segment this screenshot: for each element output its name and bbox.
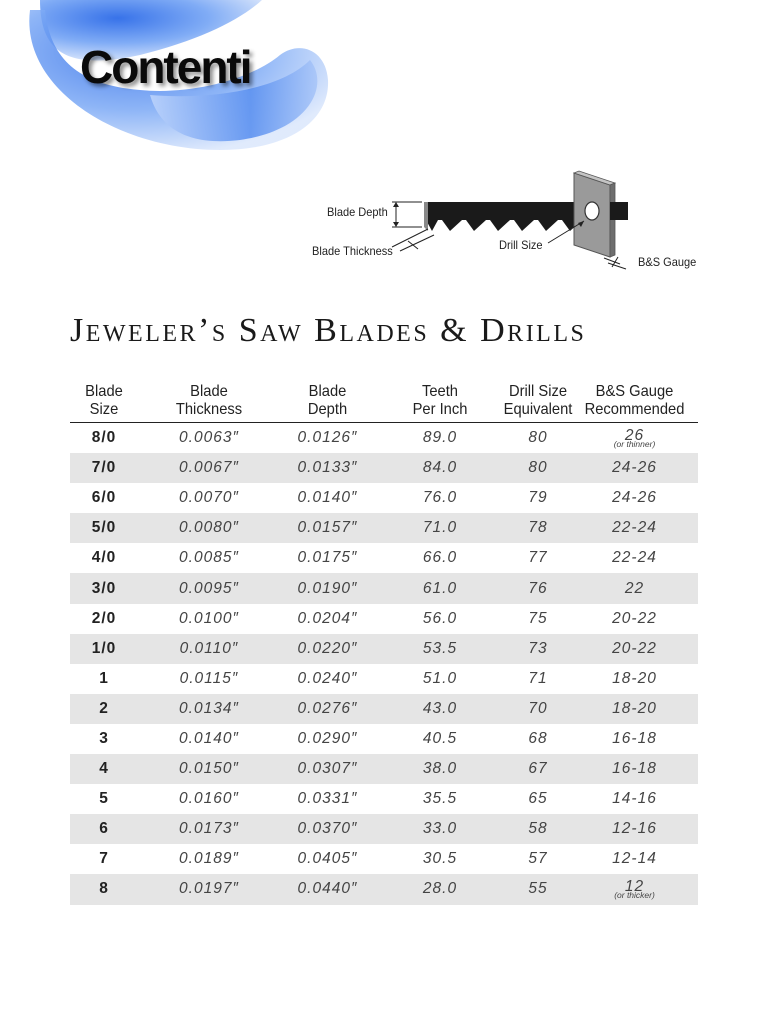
cell-gauge: 22-24 <box>612 519 657 537</box>
cell-teeth-per-inch: 61.0 <box>422 579 458 597</box>
cell-blade-size: 4 <box>99 760 109 778</box>
cell-blade-size: 8 <box>99 880 109 898</box>
cell-gauge: 22 <box>624 579 645 597</box>
cell-gauge: 14-16 <box>612 790 657 808</box>
table-row <box>70 573 698 603</box>
table-row <box>70 453 698 483</box>
cell-depth: 0.0140″ <box>297 489 358 507</box>
label-bs-gauge: B&S Gauge <box>638 255 697 269</box>
cell-teeth-per-inch: 30.5 <box>422 850 458 868</box>
cell-thickness: 0.0173″ <box>179 820 239 838</box>
cell-thickness: 0.0085″ <box>179 549 239 567</box>
cell-depth: 0.0276″ <box>297 699 358 717</box>
cell-thickness: 0.0160″ <box>179 790 239 808</box>
cell-gauge: 24-26 <box>612 489 657 507</box>
cell-teeth-per-inch: 33.0 <box>422 820 458 838</box>
table-row <box>70 543 698 573</box>
cell-drill-size: 80 <box>528 459 548 477</box>
cell-depth: 0.0204″ <box>297 609 358 627</box>
cell-gauge: 12-14 <box>612 850 657 868</box>
cell-depth: 0.0405″ <box>297 850 358 868</box>
header-drill-size: Drill Size Equivalent <box>503 383 573 418</box>
cell-gauge: 16-18 <box>612 760 657 778</box>
cell-teeth-per-inch: 84.0 <box>422 459 458 477</box>
cell-teeth-per-inch: 71.0 <box>422 519 458 537</box>
cell-depth: 0.0157″ <box>297 519 358 537</box>
header-bs-gauge: B&S Gauge Recommended <box>584 383 685 418</box>
table-header <box>70 382 698 423</box>
cell-thickness: 0.0100″ <box>179 609 239 627</box>
cell-drill-size: 77 <box>528 549 548 567</box>
cell-drill-size: 68 <box>528 729 548 747</box>
cell-gauge: 16-18 <box>612 729 657 747</box>
cell-thickness: 0.0189″ <box>179 850 239 868</box>
cell-drill-size: 67 <box>528 760 548 778</box>
label-blade-depth: Blade Depth <box>327 205 388 219</box>
table-row <box>70 513 698 543</box>
cell-drill-size: 57 <box>528 850 548 868</box>
cell-teeth-per-inch: 53.5 <box>422 639 458 657</box>
cell-drill-size: 78 <box>528 519 548 537</box>
gauge-note: (or thinner) <box>613 438 656 449</box>
cell-drill-size: 58 <box>528 820 548 838</box>
cell-drill-size: 70 <box>528 699 548 717</box>
table-row <box>70 664 698 694</box>
table-row <box>70 423 698 453</box>
cell-depth: 0.0133″ <box>297 459 358 477</box>
cell-thickness: 0.0110″ <box>179 639 239 657</box>
cell-drill-size: 55 <box>528 880 548 898</box>
cell-teeth-per-inch: 51.0 <box>422 669 458 687</box>
cell-gauge: 18-20 <box>612 669 657 687</box>
cell-depth: 0.0240″ <box>297 669 358 687</box>
cell-teeth-per-inch: 66.0 <box>422 549 458 567</box>
table-row <box>70 634 698 664</box>
cell-gauge: 20-22 <box>612 639 657 657</box>
cell-depth: 0.0440″ <box>297 880 358 898</box>
cell-blade-size: 5 <box>99 790 109 808</box>
cell-gauge: 12 (or thicker) <box>571 880 698 899</box>
label-drill-size: Drill Size <box>499 238 543 252</box>
saw-blade-table <box>70 382 698 905</box>
cell-depth: 0.0331″ <box>297 790 358 808</box>
cell-blade-size: 2 <box>99 699 109 717</box>
cell-gauge: 12-16 <box>612 820 657 838</box>
cell-depth: 0.0190″ <box>297 579 358 597</box>
header-blade-size: Blade Size <box>85 383 123 418</box>
cell-thickness: 0.0197″ <box>179 880 239 898</box>
cell-thickness: 0.0095″ <box>179 579 239 597</box>
table-row <box>70 724 698 754</box>
cell-drill-size: 75 <box>528 609 548 627</box>
cell-teeth-per-inch: 43.0 <box>422 699 458 717</box>
table-row <box>70 483 698 513</box>
cell-depth: 0.0307″ <box>297 760 358 778</box>
cell-drill-size: 80 <box>528 429 548 447</box>
cell-thickness: 0.0063″ <box>179 429 239 447</box>
cell-depth: 0.0126″ <box>297 429 358 447</box>
cell-drill-size: 65 <box>528 790 548 808</box>
table-row <box>70 844 698 874</box>
cell-drill-size: 76 <box>528 579 548 597</box>
cell-blade-size: 1/0 <box>91 639 117 657</box>
cell-thickness: 0.0134″ <box>179 699 239 717</box>
table-row <box>70 754 698 784</box>
cell-thickness: 0.0067″ <box>179 459 239 477</box>
table-row <box>70 694 698 724</box>
cell-gauge: 24-26 <box>612 459 657 477</box>
cell-thickness: 0.0080″ <box>179 519 239 537</box>
table-row <box>70 814 698 844</box>
cell-drill-size: 73 <box>528 639 548 657</box>
cell-blade-size: 6/0 <box>91 489 117 507</box>
cell-thickness: 0.0070″ <box>179 489 239 507</box>
cell-gauge: 22-24 <box>612 549 657 567</box>
cell-depth: 0.0175″ <box>297 549 358 567</box>
cell-blade-size: 5/0 <box>91 519 117 537</box>
page-title: Jeweler’s Saw Blades & Drills <box>70 312 587 349</box>
gauge-note: (or thicker) <box>614 889 655 900</box>
table-row <box>70 604 698 634</box>
cell-drill-size: 79 <box>528 489 548 507</box>
cell-teeth-per-inch: 89.0 <box>422 429 458 447</box>
cell-teeth-per-inch: 38.0 <box>422 760 458 778</box>
cell-depth: 0.0220″ <box>297 639 358 657</box>
header-blade-thickness: Blade Thickness <box>175 383 243 418</box>
cell-gauge: 20-22 <box>612 609 657 627</box>
cell-thickness: 0.0115″ <box>179 669 239 687</box>
brand-logo <box>0 0 360 170</box>
table-row <box>70 874 698 904</box>
cell-teeth-per-inch: 76.0 <box>422 489 458 507</box>
table-row <box>70 784 698 814</box>
cell-teeth-per-inch: 28.0 <box>422 880 458 898</box>
cell-blade-size: 2/0 <box>91 609 117 627</box>
cell-blade-size: 7 <box>99 850 109 868</box>
logo-wordmark: Contenti <box>80 41 251 93</box>
cell-teeth-per-inch: 35.5 <box>422 790 458 808</box>
cell-blade-size: 6 <box>99 820 109 838</box>
cell-blade-size: 8/0 <box>91 429 117 447</box>
cell-teeth-per-inch: 40.5 <box>422 729 458 747</box>
header-teeth-per-inch: Teeth Per Inch <box>412 383 468 418</box>
cell-gauge: 26 (or thinner) <box>571 429 698 448</box>
cell-depth: 0.0290″ <box>297 729 358 747</box>
cell-thickness: 0.0140″ <box>179 729 239 747</box>
header-blade-depth: Blade Depth <box>307 383 348 418</box>
cell-teeth-per-inch: 56.0 <box>422 609 458 627</box>
cell-blade-size: 4/0 <box>91 549 117 567</box>
cell-gauge: 18-20 <box>612 699 657 717</box>
cell-blade-size: 1 <box>99 669 109 687</box>
cell-blade-size: 7/0 <box>91 459 117 477</box>
label-blade-thickness: Blade Thickness <box>312 244 393 258</box>
cell-blade-size: 3 <box>99 729 109 747</box>
cell-thickness: 0.0150″ <box>179 760 239 778</box>
cell-depth: 0.0370″ <box>297 820 358 838</box>
cell-blade-size: 3/0 <box>91 579 117 597</box>
saw-blade-diagram <box>300 165 710 280</box>
cell-drill-size: 71 <box>528 669 548 687</box>
